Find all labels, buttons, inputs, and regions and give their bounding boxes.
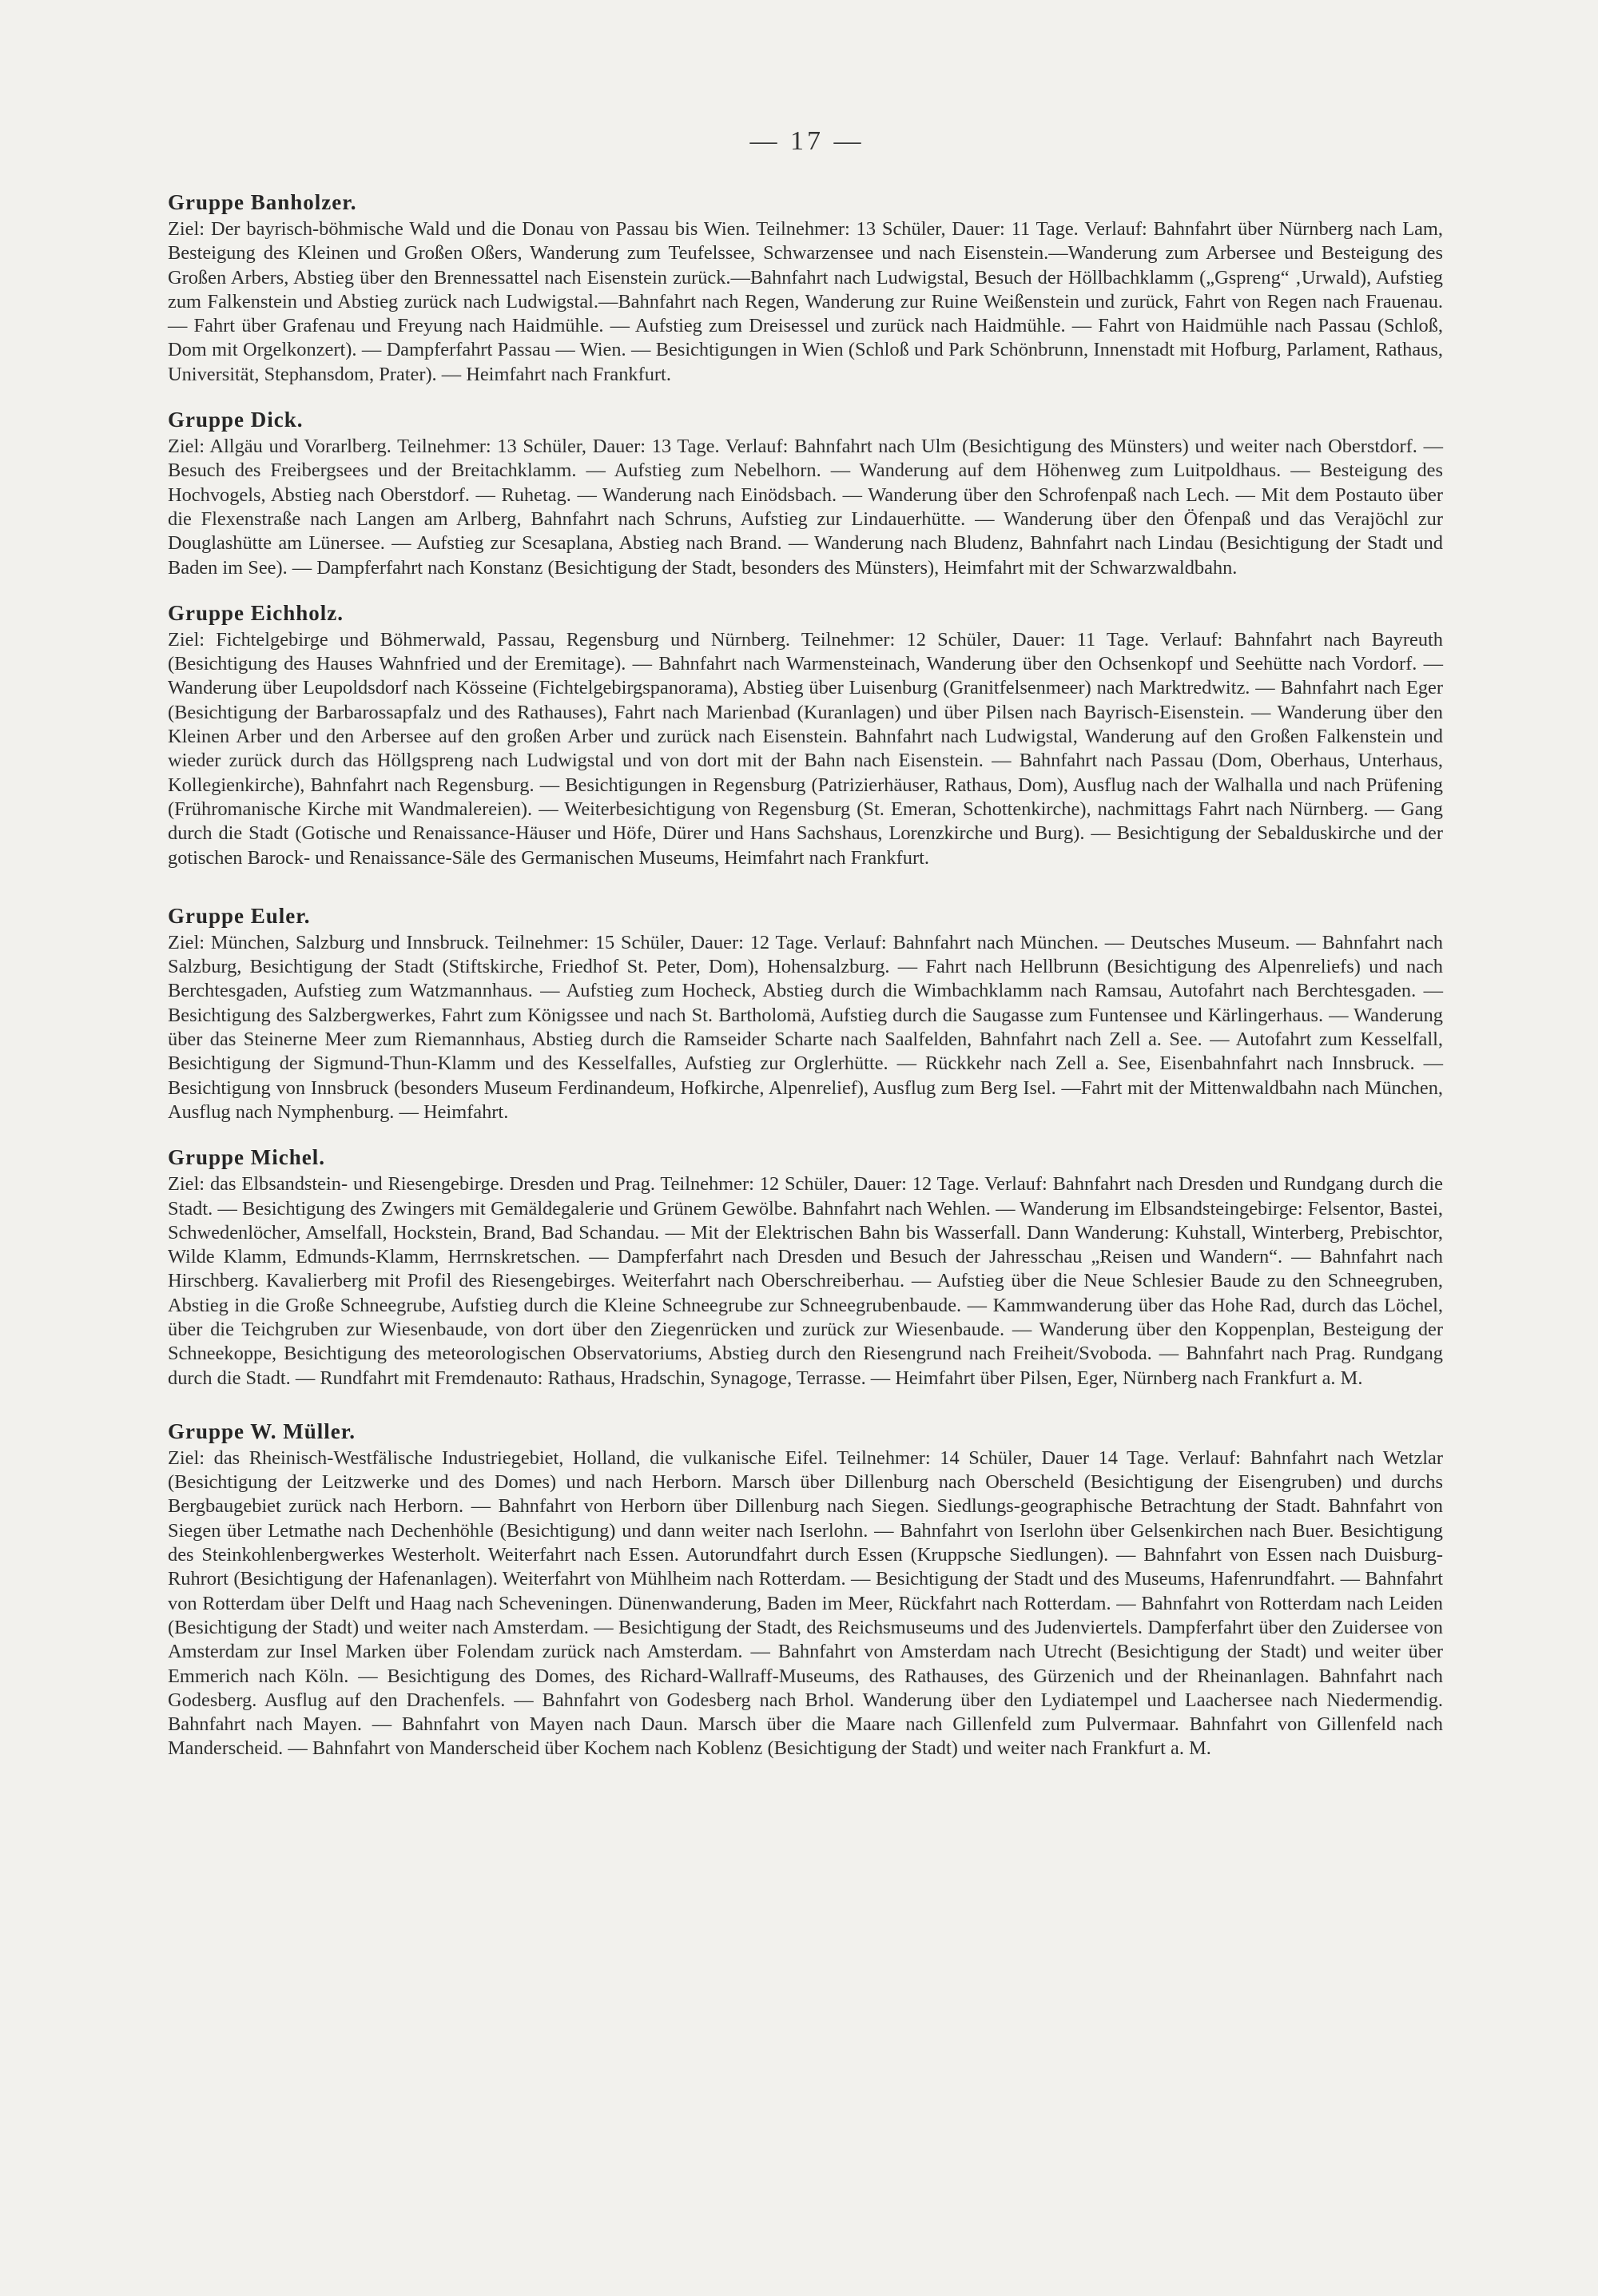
group-title: Gruppe Eichholz. (168, 600, 344, 625)
group-description: Ziel: das Elbsandstein- und Riesengebirge. Dresden und Prag. Teilnehmer: 12 Schüler, Dauer: 12 Tage. Verlauf: Bahnfahrt nach Dresden und Rundgang durch die Stadt. — Besichtigung des Zwingers mit Gemäldegalerie und Grünem Gewölbe. Bahnfahrt nach Wehlen. — Wanderung im Elbsandsteingebirge: Felsentor, Bastei, Schwedenlöcher, Amselfall, Hockstein, Brand, Bad Schandau. — Mit der Elektrischen Bahn bis Wasserfall. Dann Wanderung: Kuhstall, Winterberg, Prebischtor, Wilde Klamm, Edmunds-Klamm, Herrnskretschen. — Dampferfahrt nach Dresden und Besuch der Jahresschau „Reisen und Wandern“. — Bahnfahrt nach Hirschberg. Kavalierberg mit Profil des Riesengebirges. Weiterfahrt nach Oberschreiberhau. — Aufstieg über die Neue Schlesier Baude zu den Schneegruben, Abstieg in die Große Schneegrube, Aufstieg durch die Kleine Schneegrube zur Schneegrubenbaude. — Kammwanderung über das Hohe Rad, durch das Löchel, über die Teichgruben zur Wiesenbaude, von dort über den Ziegenrücken und zurück zur Wiesenbaude. — Wanderung über den Koppenplan, Besteigung der Schneekoppe, Besichtigung des meteorologischen Observatoriums, Abstieg durch den Riesengrund nach Freiheit/Svoboda. — Bahnfahrt nach Prag. Rundgang durch die Stadt. — Rundfahrt mit Fremdenauto: Rathaus, Hradschin, Synagoge, Terrasse. — Heimfahrt über Pilsen, Eger, Nürnberg nach Frankfurt a. M. (168, 1173, 1443, 1389)
group-title: Gruppe Michel. (168, 1145, 325, 1170)
page-content (168, 189, 1443, 1761)
group-w-mueller (168, 1418, 1443, 1761)
group-dick (168, 406, 1443, 580)
group-michel (168, 1144, 1443, 1391)
group-title: Gruppe Euler. (168, 903, 311, 928)
group-banholzer (168, 189, 1443, 387)
page-number: — 17 — (749, 126, 865, 156)
group-title: Gruppe Dick. (168, 408, 304, 432)
group-description: Ziel: Fichtelgebirge und Böhmerwald, Passau, Regensburg und Nürnberg. Teilnehmer: 12 Schüler, Dauer: 11 Tage. Verlauf: Bahnfahrt nach Bayreuth (Besichtigung des Hauses Wahnfried und der Eremitage). — Bahnfahrt nach Warmensteinach, Wanderung über den Ochsenkopf und Seehütte nach Vordorf. — Wanderung über Leupoldsdorf nach Kösseine (Fichtelgebirgspanorama), Abstieg über Luisenburg (Granitfelsenmeer) nach Marktredwitz. — Bahnfahrt nach Eger (Besichtigung der Barbarossapfalz und des Rathauses), Fahrt nach Marienbad (Kuranlagen) und über Pilsen nach Bayrisch-Eisenstein. — Wanderung über den Kleinen Arber und den Arbersee auf den großen Arber und zurück nach Eisenstein. Bahnfahrt nach Ludwigstal, Wanderung auf den Großen Falkenstein und wieder zurück durch das Höllgspreng nach Ludwigstal und von dort mit der Bahn nach Eisenstein. — Bahnfahrt nach Passau (Dom, Oberhaus, Unterhaus, Kollegienkirche), Bahnfahrt nach Regensburg. — Besichtigungen in Regensburg (Patrizierhäuser, Rathaus, Dom), Ausflug nach der Walhalla und nach Prüfening (Frühromanische Kirche mit Wandmalereien). — Weiterbesichtigung von Regensburg (St. Emeran, Schottenkirche), nachmittags Fahrt nach Nürnberg. — Gang durch die Stadt (Gotische und Renaissance-Häuser und Höfe, Dürer und Hans Sachshaus, Lorenzkirche und Burg). — Besichtigung der Sebalduskirche und der gotischen Barock- und Renaissance-Säle des Germanischen Museums, Heimfahrt nach Frankfurt. (168, 628, 1443, 869)
group-title: Gruppe Banholzer. (168, 190, 357, 214)
group-description: Ziel: Der bayrisch-böhmische Wald und die Donau von Passau bis Wien. Teilnehmer: 13 Schüler, Dauer: 11 Tage. Verlauf: Bahnfahrt über Nürnberg nach Lam, Besteigung des Kleinen und Großen Oßers, Wanderung zum Teufelssee, Schwarzensee und nach Eisenstein.—Wanderung zum Arbersee und Besteigung des Großen Arbers, Abstieg über den Brennessattel nach Eisenstein zurück.—Bahnfahrt nach Ludwigstal, Besuch der Höllbachklamm („Gspreng“ ‚Urwald), Aufstieg zum Falkenstein und Abstieg zurück nach Ludwigstal.—Bahnfahrt nach Regen, Wanderung zur Ruine Weißenstein und zurück, Fahrt von Regen nach Frauenau. — Fahrt über Grafenau und Freyung nach Haidmühle. — Aufstieg zum Dreisessel und zurück nach Haidmühle. — Fahrt von Haidmühle nach Passau (Schloß, Dom mit Orgelkonzert). — Dampferfahrt Passau — Wien. — Besichtigungen in Wien (Schloß und Park Schönbrunn, Innenstadt mit Hofburg, Parlament, Rathaus, Universität, Stephansdom, Prater). — Heimfahrt nach Frankfurt. (168, 218, 1443, 385)
group-euler (168, 902, 1443, 1124)
group-description: Ziel: Allgäu und Vorarlberg. Teilnehmer: 13 Schüler, Dauer: 13 Tage. Verlauf: Bahnfahrt nach Ulm (Besichtigung des Münsters) und weiter nach Oberstdorf. — Besuch des Freibergsees und der Breitachklamm. — Aufstieg zum Nebelhorn. — Wanderung auf dem Höhenweg zum Luitpoldhaus. — Besteigung des Hochvogels, Abstieg nach Oberstdorf. — Ruhetag. — Wanderung nach Einödsbach. — Wanderung über den Schrofenpaß nach Lech. — Mit dem Postauto über die Flexenstraße nach Langen am Arlberg, Bahnfahrt nach Schruns, Aufstieg zur Lindauerhütte. — Wanderung über den Öfenpaß und das Verajöchl zur Douglashütte am Lünersee. — Aufstieg zur Scesaplana, Abstieg nach Brand. — Wanderung nach Bludenz, Bahnfahrt nach Lindau (Besichtigung der Stadt und Baden im See). — Dampferfahrt nach Konstanz (Besichtigung der Stadt, besonders des Münsters), Heimfahrt mit der Schwarzwaldbahn. (168, 436, 1443, 579)
group-description: Ziel: München, Salzburg und Innsbruck. Teilnehmer: 15 Schüler, Dauer: 12 Tage. Verlauf: Bahnfahrt nach München. — Deutsches Museum. — Bahnfahrt nach Salzburg, Besichtigung der Stadt (Stiftskirche, Friedhof St. Peter, Dom), Hohensalzburg. — Fahrt nach Hellbrunn (Besichtigung des Alpenreliefs) und nach Berchtesgaden, Aufstieg zum Watzmannhaus. — Aufstieg zum Hocheck, Abstieg durch die Wimbachklamm nach Ramsau, Autofahrt nach Berchtesgaden. — Besichtigung des Salzbergwerkes, Fahrt zum Königssee und nach St. Bartholomä, Aufstieg durch die Saugasse zum Funtensee und Kärlingerhaus. — Wanderung über das Steinerne Meer zum Riemannhaus, Abstieg durch die Ramseider Scharte nach Saalfelden, Bahnfahrt nach Zell a. See. — Autofahrt zum Kesselfall, Besichtigung der Sigmund-Thun-Klamm und des Kesselfalles, Aufstieg zur Orglerhütte. — Rückkehr nach Zell a. See, Eisenbahnfahrt nach Innsbruck. — Besichtigung von Innsbruck (besonders Museum Ferdinandeum, Hofkirche, Alpenrelief), Ausflug zum Berg Isel. —Fahrt mit der Mittenwaldbahn nach München, Ausflug nach Nymphenburg. — Heimfahrt. (168, 931, 1443, 1123)
group-title: Gruppe W. Müller. (168, 1419, 356, 1443)
group-description: Ziel: das Rheinisch-Westfälische Industriegebiet, Holland, die vulkanische Eifel. Teilnehmer: 14 Schüler, Dauer 14 Tage. Verlauf: Bahnfahrt nach Wetzlar (Besichtigung der Leitzwerke und des Domes) und nach Herborn. Marsch über Dillenburg nach Oberscheld (Besichtigung der Eisengruben) und durchs Bergbaugebiet zurück nach Herborn. — Bahnfahrt von Herborn über Dillenburg nach Siegen. Siedlungs-geographische Betrachtung der Stadt. Bahnfahrt von Siegen über Letmathe nach Dechenhöhle (Besichtigung) und dann weiter nach Iserlohn. — Bahnfahrt von Iserlohn über Gelsenkirchen nach Buer. Besichtigung des Steinkohlenbergwerkes Westerholt. Weiterfahrt nach Essen. Autorundfahrt durch Essen (Kruppsche Siedlungen). — Bahnfahrt von Essen nach Duisburg-Ruhrort (Besichtigung der Hafenanlagen). Weiterfahrt von Mühlheim nach Rotterdam. — Besichtigung der Stadt und des Museums, Hafenrundfahrt. — Bahnfahrt von Rotterdam über Delft und Haag nach Scheveningen. Dünenwanderung, Baden im Meer, Rückfahrt nach Rotterdam. — Bahnfahrt von Rotterdam nach Leiden (Besichtigung der Stadt) und weiter nach Amsterdam. — Besichtigung der Stadt, des Reichsmuseums und des Judenviertels. Dampferfahrt über den Zuidersee von Amsterdam zur Insel Marken über Folendam zurück nach Amsterdam. — Bahnfahrt von Amsterdam nach Utrecht (Besichtigung der Stadt) und weiter über Emmerich nach Köln. — Besichtigung des Domes, des Richard-Wallraff-Museums, des Rathauses, des Gürzenich und der Rheinanlagen. Bahnfahrt nach Godesberg. Ausflug auf den Drachenfels. — Bahnfahrt von Godesberg nach Brhol. Wanderung über den Lydiatempel und Laachersee nach Niedermendig. Bahnfahrt nach Mayen. — Bahnfahrt von Mayen nach Daun. Marsch über die Maare nach Gillenfeld zum Pulvermaar. Bahnfahrt von Gillenfeld nach Manderscheid. — Bahnfahrt von Manderscheid über Kochem nach Koblenz (Besichtigung der Stadt) und weiter nach Frankfurt a. M. (168, 1446, 1443, 1760)
group-eichholz (168, 599, 1443, 870)
